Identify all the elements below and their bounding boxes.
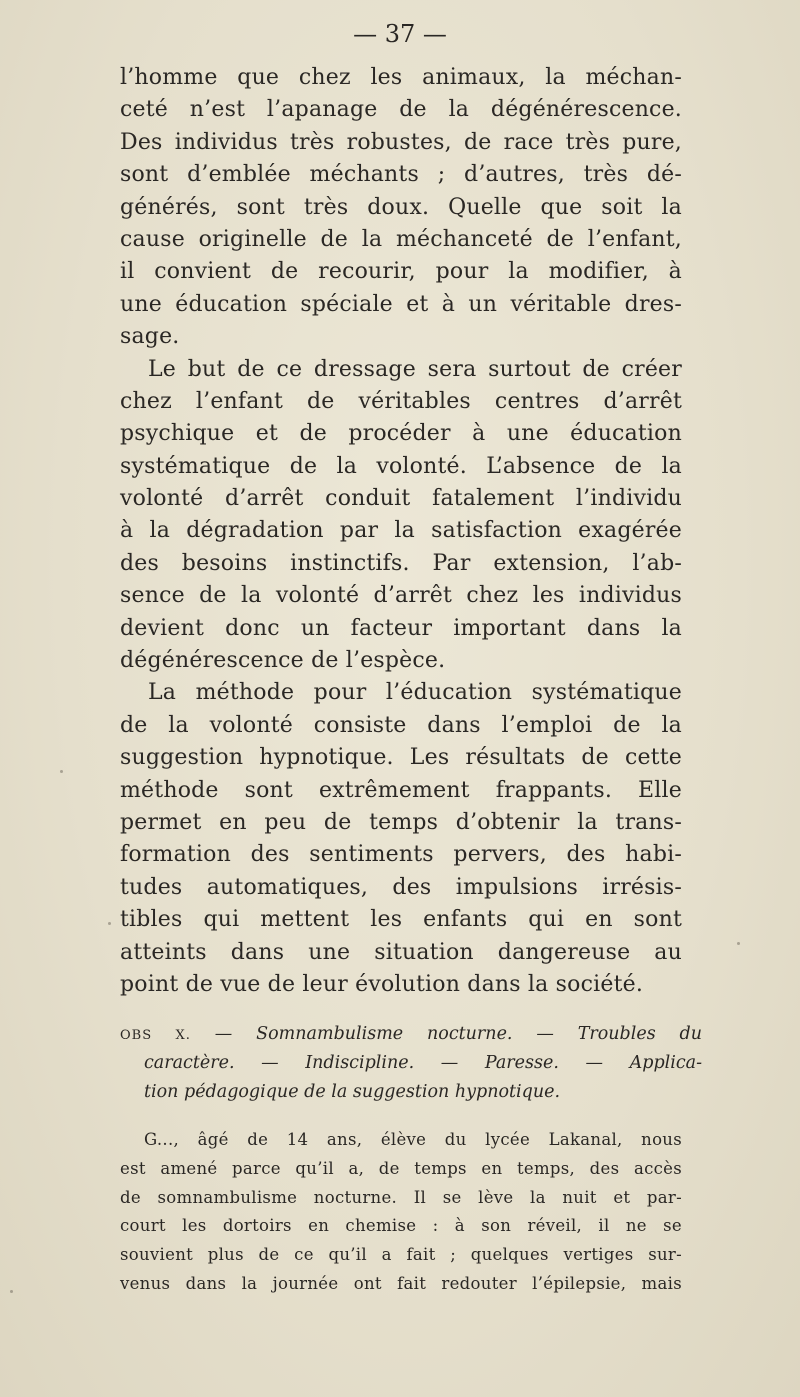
text-line: psychique et de procéder à une éducation bbox=[120, 421, 682, 447]
text-line: atteints dans une situation dangereuse au bbox=[120, 939, 682, 965]
text-line: de la volonté consiste dans l’emploi de la bbox=[120, 712, 682, 738]
text-line: tibles qui mettent les enfants qui en sont bbox=[120, 907, 682, 933]
text-line: permet en peu de temps d’obtenir la trans- bbox=[120, 809, 682, 835]
text-line: systématique de la volonté. L’absence de la bbox=[120, 453, 682, 479]
text-line: il convient de recourir, pour la modifier, à bbox=[120, 259, 682, 285]
text-line: générés, sont très doux. Quelle que soit la bbox=[120, 194, 682, 220]
text-line: Des individus très robustes, de race très pure, bbox=[120, 129, 682, 155]
text-line: suggestion hypnotique. Les résultats de cette bbox=[120, 745, 682, 771]
text-line: devient donc un facteur important dans la bbox=[120, 615, 682, 641]
paper-speck bbox=[60, 770, 63, 773]
case-text-line: venus dans la journée ont fait redouter l’épilepsie, mais bbox=[120, 1273, 682, 1293]
text-line: volonté d’arrêt conduit fatalement l’individu bbox=[120, 486, 682, 512]
paper-speck bbox=[737, 942, 740, 945]
text-line: méthode sont extrêmement frappants. Elle bbox=[120, 777, 682, 803]
case-text-line: de somnambulisme nocturne. Il se lève la nuit et par- bbox=[120, 1187, 682, 1207]
text-line: tudes automatiques, des impulsions irrésis- bbox=[120, 874, 682, 900]
paper-speck bbox=[108, 922, 111, 925]
text-line: sont d’emblée méchants ; d’autres, très dé- bbox=[120, 162, 682, 188]
text-line: dégénérescence de l’espèce. bbox=[120, 648, 446, 674]
observation-heading-line bbox=[120, 1020, 702, 1049]
text-line: ceté n’est l’apanage de la dégénérescence. bbox=[120, 97, 682, 123]
text-line: sence de la volonté d’arrêt chez les individus bbox=[120, 583, 682, 609]
case-text-line: court les dortoirs en chemise : à son réveil, il ne se bbox=[120, 1216, 682, 1236]
case-text-line: G..., âgé de 14 ans, élève du lycée Lakanal, nous bbox=[144, 1130, 682, 1149]
text-line: des besoins instinctifs. Par extension, l’ab- bbox=[120, 550, 682, 576]
case-text-line: est amené parce qu’il a, de temps en temps, des accès bbox=[120, 1158, 682, 1178]
text-line: chez l’enfant de véritables centres d’arrêt bbox=[120, 388, 682, 414]
text-line: l’homme que chez les animaux, la méchan- bbox=[120, 65, 682, 90]
observation-heading bbox=[120, 1020, 702, 1107]
observation-label: OBS X. bbox=[120, 1028, 191, 1043]
page-number: — 37 — bbox=[353, 20, 447, 48]
paragraph-start-line: La méthode pour l’éducation systématique bbox=[148, 680, 682, 706]
case-text-block bbox=[120, 1126, 682, 1299]
text-line: à la dégradation par la satisfaction exagérée bbox=[120, 518, 682, 544]
observation-heading-line: tion pédagogique de la suggestion hypnotique. bbox=[144, 1082, 561, 1102]
text-line: formation des sentiments pervers, des habi- bbox=[120, 842, 682, 868]
case-text-line: souvient plus de ce qu’il a fait ; quelques vertiges sur- bbox=[120, 1245, 682, 1265]
text-line: une éducation spéciale et à un véritable dres- bbox=[120, 291, 682, 317]
paper-speck bbox=[10, 1290, 13, 1293]
text-line: point de vue de leur évolution dans la société. bbox=[120, 971, 644, 997]
text-line: sage. bbox=[120, 324, 180, 350]
paragraph-start-line: Le but de ce dressage sera surtout de créer bbox=[148, 356, 682, 382]
main-text-block bbox=[120, 62, 682, 1001]
observation-heading-line: caractère. — Indiscipline. — Paresse. — Applica- bbox=[144, 1053, 702, 1073]
text-line: cause originelle de la méchanceté de l’enfant, bbox=[120, 226, 682, 252]
observation-title: — Somnambulisme nocturne. — Troubles du bbox=[214, 1024, 702, 1044]
